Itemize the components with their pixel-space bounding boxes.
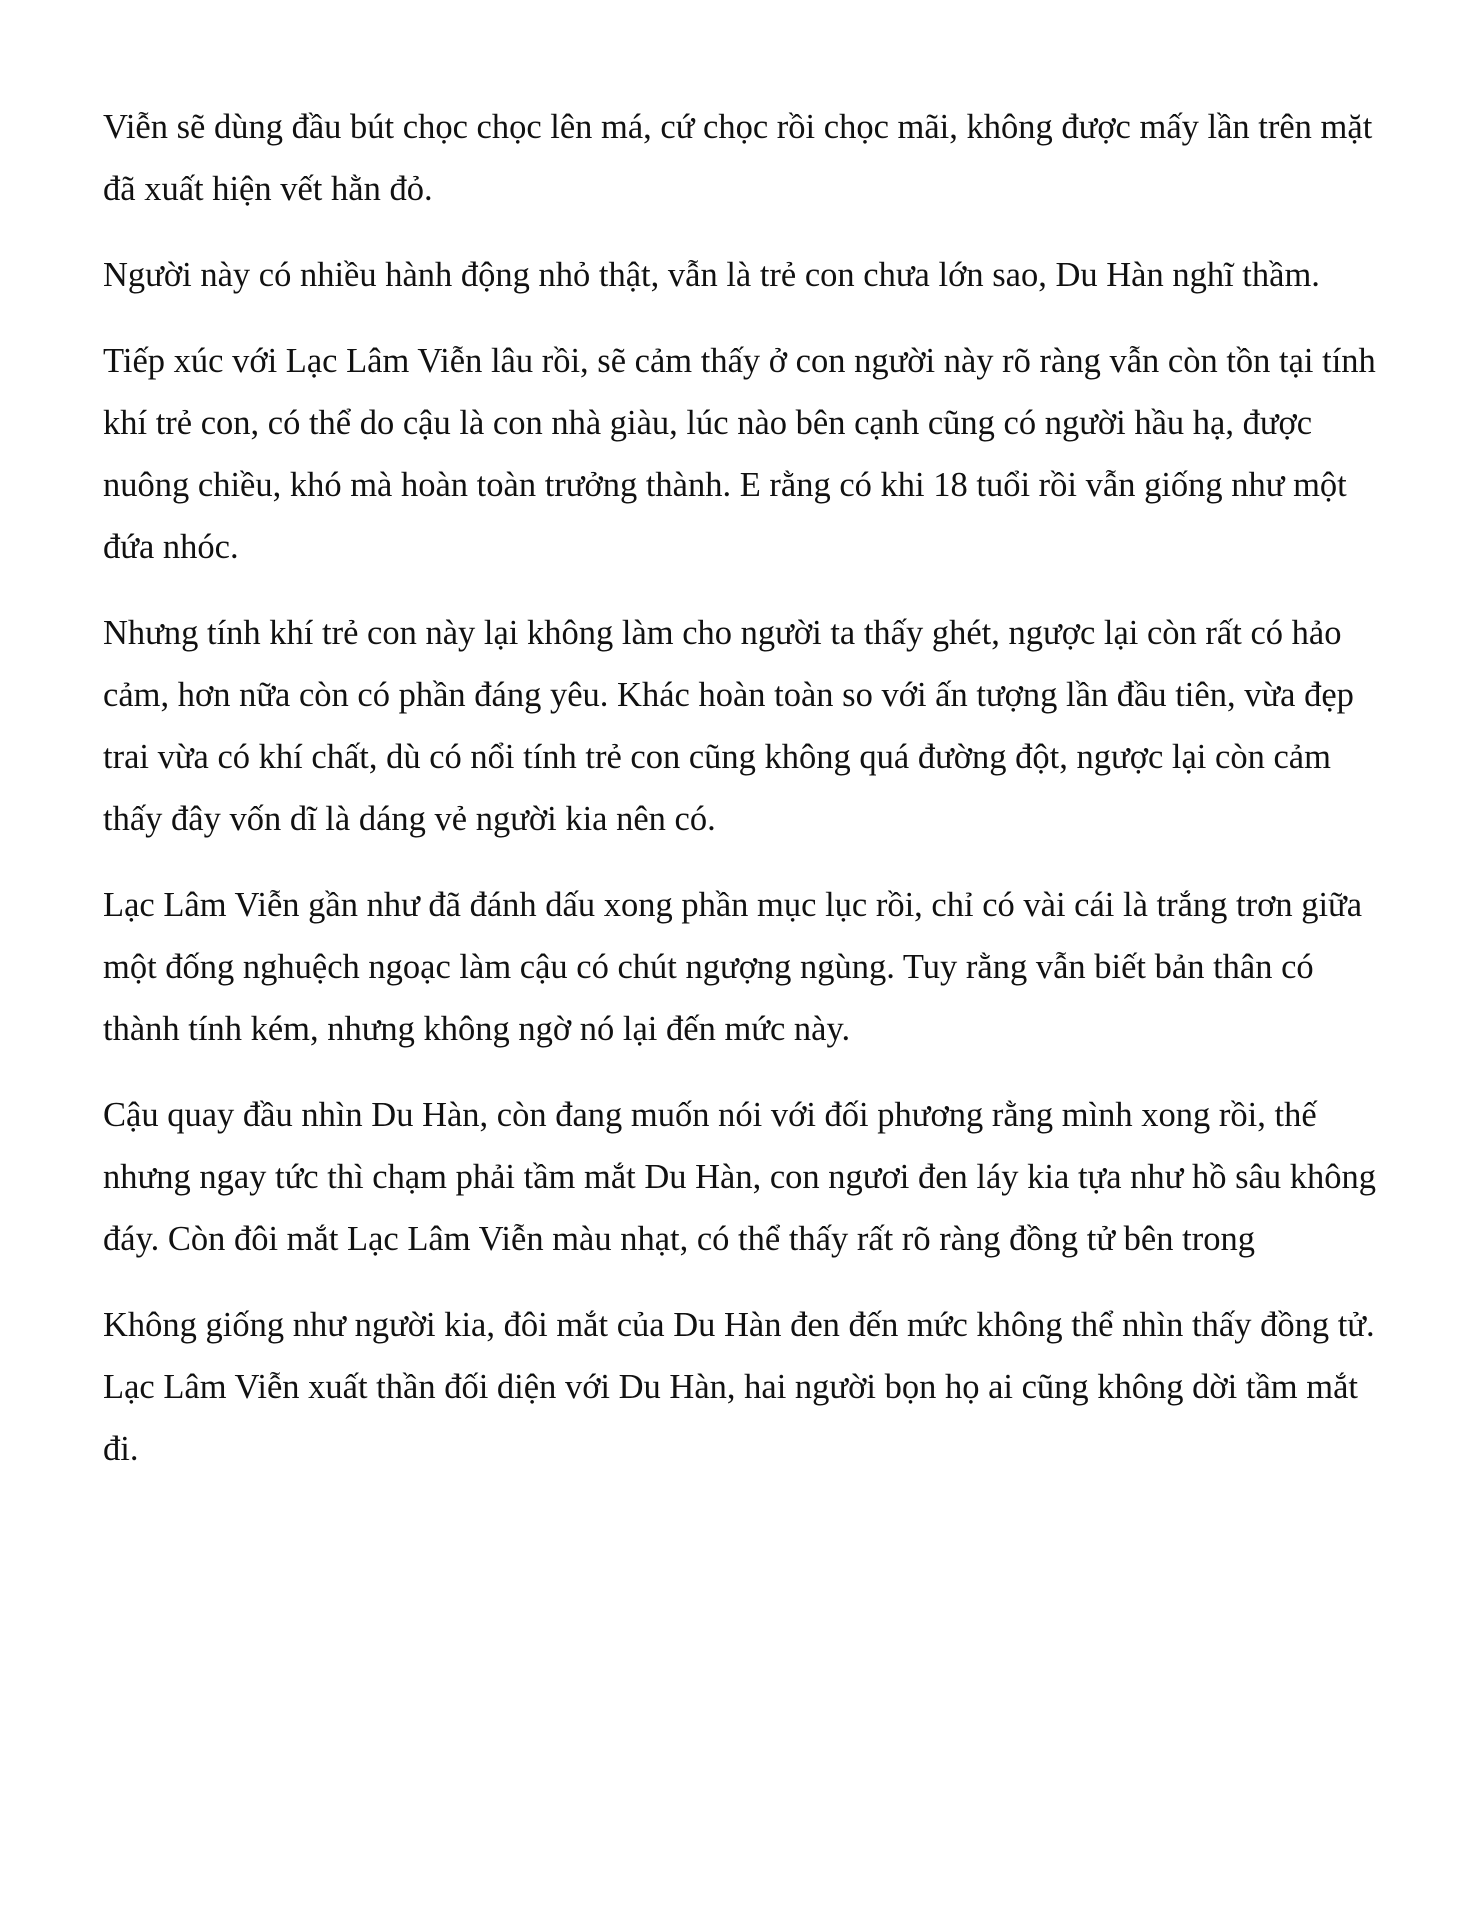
paragraph: Nhưng tính khí trẻ con này lại không làm cho người ta thấy ghét, ngược lại còn rất có hảo cảm, hơn nữa còn có phần đáng yêu. Khác hoàn toàn so với ấn tượng lần đầu tiên, vừa đẹp trai vừa có khí chất, dù có nổi tính trẻ con cũng không quá đường đột, ngược lại còn cảm thấy đây vốn dĩ là dáng vẻ người kia nên có.	[103, 614, 1354, 838]
paragraph: Không giống như người kia, đôi mắt của Du Hàn đen đến mức không thể nhìn thấy đồng tử. Lạc Lâm Viễn xuất thần đối diện với Du Hàn, hai người bọn họ ai cũng không dời tầm mắt đi.	[103, 1306, 1375, 1468]
paragraph: Người này có nhiều hành động nhỏ thật, vẫn là trẻ con chưa lớn sao, Du Hàn nghĩ thầm.	[103, 256, 1320, 294]
paragraph: Tiếp xúc với Lạc Lâm Viễn lâu rồi, sẽ cảm thấy ở con người này rõ ràng vẫn còn tồn tại tính khí trẻ con, có thể do cậu là con nhà giàu, lúc nào bên cạnh cũng có người hầu hạ, được nuông chiều, khó mà hoàn toàn trưởng thành. E rằng có khi 18 tuổi rồi vẫn giống như một đứa nhóc.	[103, 342, 1376, 566]
paragraph: Cậu quay đầu nhìn Du Hàn, còn đang muốn nói với đối phương rằng mình xong rồi, thế nhưng ngay tức thì chạm phải tầm mắt Du Hàn, con ngươi đen láy kia tựa như hồ sâu không đáy. Còn đôi mắt Lạc Lâm Viễn màu nhạt, có thể thấy rất rõ ràng đồng tử bên trong	[103, 1096, 1376, 1258]
paragraph: Lạc Lâm Viễn gần như đã đánh dấu xong phần mục lục rồi, chỉ có vài cái là trắng trơn giữa một đống nghuệch ngoạc làm cậu có chút ngượng ngùng. Tuy rằng vẫn biết bản thân có thành tính kém, nhưng không ngờ nó lại đến mức này.	[103, 886, 1363, 1048]
paragraph: Viễn sẽ dùng đầu bút chọc chọc lên má, cứ chọc rồi chọc mãi, không được mấy lần trên mặt đã xuất hiện vết hằn đỏ.	[103, 108, 1373, 208]
document-body	[103, 96, 1393, 1504]
